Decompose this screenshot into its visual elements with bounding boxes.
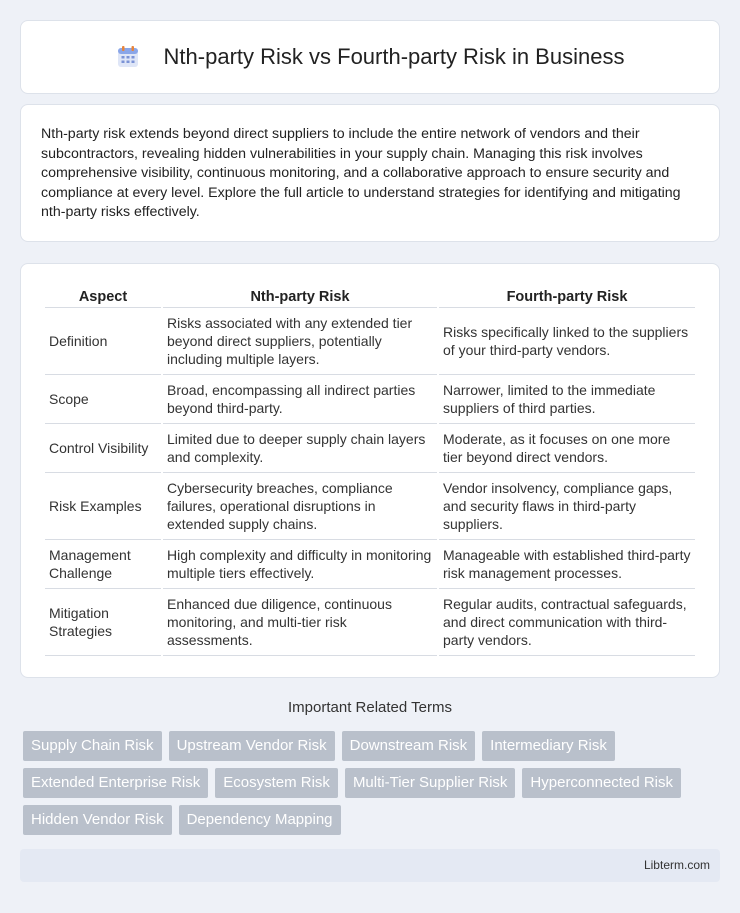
cell-fourth: Manageable with established third-party risk management processes. (439, 540, 695, 589)
footer (20, 849, 720, 882)
cell-aspect: Scope (45, 375, 161, 424)
related-term-tag[interactable]: Hidden Vendor Risk (23, 805, 172, 835)
table-row (45, 375, 695, 424)
table-row (45, 589, 695, 656)
related-terms-list (23, 731, 723, 842)
comparison-table (43, 286, 697, 656)
cell-fourth: Risks specifically linked to the suppliers of your third-party vendors. (439, 308, 695, 375)
related-term-tag[interactable]: Multi-Tier Supplier Risk (345, 768, 515, 798)
cell-aspect: Mitigation Strategies (45, 589, 161, 656)
cell-nth: Broad, encompassing all indirect parties beyond third-party. (163, 375, 437, 424)
header-fourth-party: Fourth-party Risk (439, 286, 695, 308)
cell-fourth: Narrower, limited to the immediate suppliers of third parties. (439, 375, 695, 424)
header-aspect: Aspect (45, 286, 161, 308)
page-title: Nth-party Risk vs Fourth-party Risk in Business (163, 44, 625, 69)
cell-aspect: Management Challenge (45, 540, 161, 589)
table-row (45, 424, 695, 473)
cell-fourth: Regular audits, contractual safeguards, and direct communication with third-party vendors. (439, 589, 695, 656)
related-term-tag[interactable]: Downstream Risk (342, 731, 476, 761)
cell-fourth: Moderate, as it focuses on one more tier beyond direct vendors. (439, 424, 695, 473)
header-nth-party: Nth-party Risk (163, 286, 437, 308)
table-row (45, 308, 695, 375)
intro-text: Nth-party risk extends beyond direct suppliers to include the entire network of vendors and their subcontractors, revealing hidden vulnerabilities in your supply chain. Managing this risk involves comprehensive visibility, continuous monitoring, and a collaborative approach to ensure security and compliance at every level. Explore the full article to understand strategies for identifying and mitigating nth-party risks effectively. (41, 126, 681, 220)
comparison-card (20, 263, 720, 678)
related-terms-title: Important Related Terms (288, 699, 452, 716)
related-term-tag[interactable]: Intermediary Risk (482, 731, 615, 761)
table-header-row (45, 286, 695, 308)
cell-nth: High complexity and difficulty in monitoring multiple tiers effectively. (163, 540, 437, 589)
cell-nth: Cybersecurity breaches, compliance failures, operational disruptions in extended supply chains. (163, 473, 437, 540)
related-term-tag[interactable]: Upstream Vendor Risk (169, 731, 335, 761)
calendar-icon (116, 45, 140, 69)
cell-nth: Enhanced due diligence, continuous monitoring, and multi-tier risk assessments. (163, 589, 437, 656)
related-term-tag[interactable]: Dependency Mapping (179, 805, 341, 835)
table-row (45, 540, 695, 589)
related-term-tag[interactable]: Hyperconnected Risk (522, 768, 681, 798)
related-term-tag[interactable]: Extended Enterprise Risk (23, 768, 208, 798)
related-term-tag[interactable]: Ecosystem Risk (215, 768, 338, 798)
table-row (45, 473, 695, 540)
related-term-tag[interactable]: Supply Chain Risk (23, 731, 162, 761)
cell-aspect: Control Visibility (45, 424, 161, 473)
cell-aspect: Definition (45, 308, 161, 375)
footer-brand-link[interactable]: Libterm.com (643, 858, 710, 872)
cell-nth: Risks associated with any extended tier beyond direct suppliers, potentially including multiple layers. (163, 308, 437, 375)
cell-aspect: Risk Examples (45, 473, 161, 540)
cell-fourth: Vendor insolvency, compliance gaps, and security flaws in third-party suppliers. (439, 473, 695, 540)
intro-card (20, 104, 720, 242)
title-card (20, 20, 720, 94)
cell-nth: Limited due to deeper supply chain layers and complexity. (163, 424, 437, 473)
